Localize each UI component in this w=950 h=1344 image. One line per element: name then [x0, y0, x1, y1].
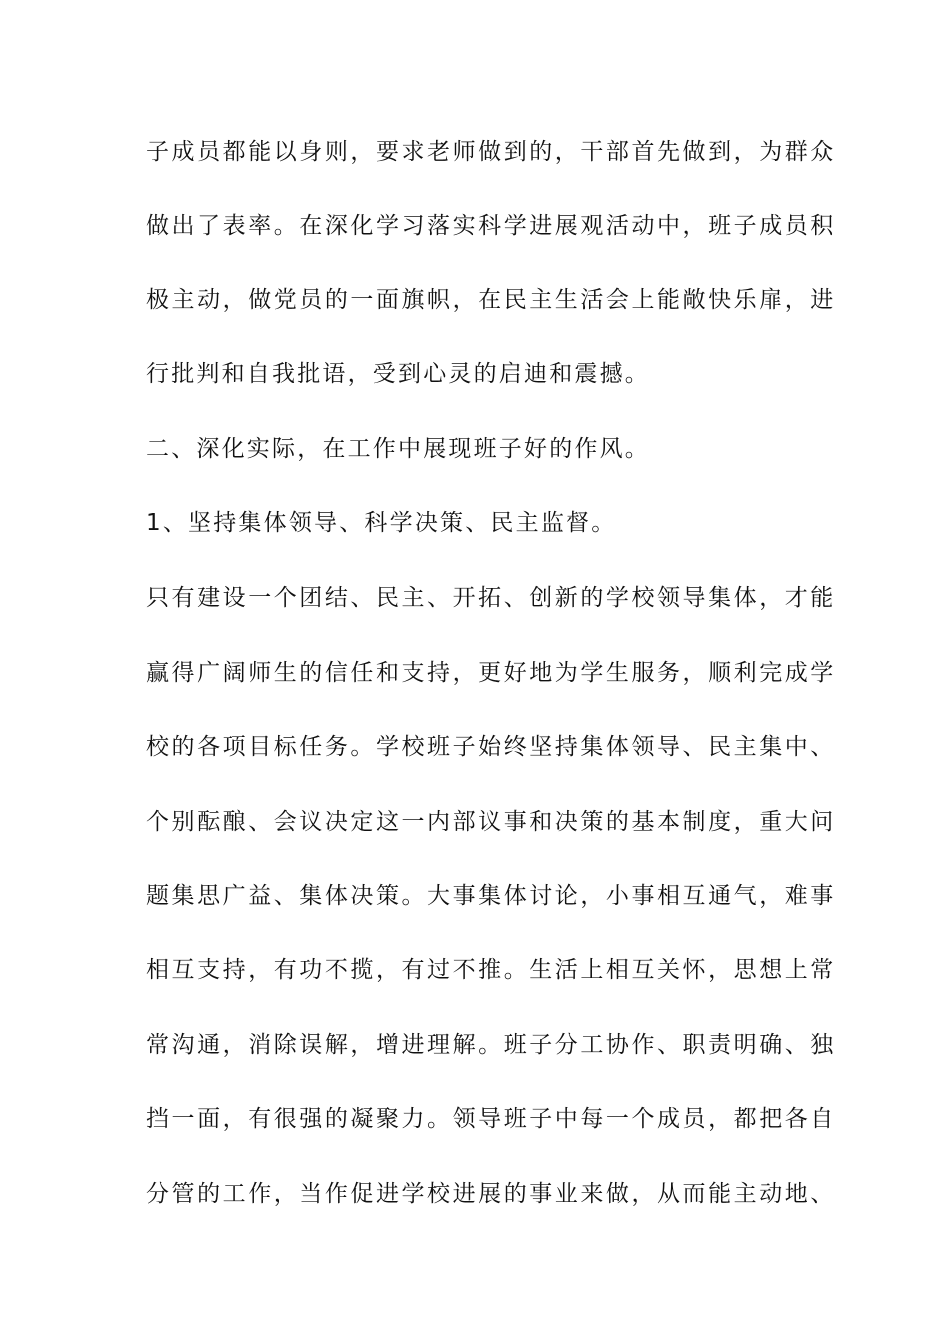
- text-line-3: 极主动，做党员的一面旗帜，在民主生活会上能敞快乐扉，进: [146, 287, 836, 313]
- text-line-11: 题集思广益、集体决策。大事集体讨论，小事相互通气，难事: [146, 883, 836, 909]
- text-line-15: 分管的工作，当作促进学校进展的事业来做，从而能主动地、: [146, 1181, 836, 1207]
- section-heading: 二、深化实际，在工作中展现班子好的作风。: [146, 436, 650, 462]
- text-line-2: 做出了表率。在深化学习落实科学进展观活动中，班子成员积: [146, 213, 836, 239]
- text-line-9: 校的各项目标任务。学校班子始终坚持集体领导、民主集中、: [146, 734, 836, 760]
- text-line-1: 子成员都能以身则，要求老师做到的，干部首先做到，为群众: [146, 139, 836, 165]
- text-line-14: 挡一面，有很强的凝聚力。领导班子中每一个成员，都把各自: [146, 1106, 836, 1132]
- text-line-12: 相互支持，有功不揽，有过不推。生活上相互关怀，思想上常: [146, 957, 836, 983]
- text-line-10: 个别酝酿、会议决定这一内部议事和决策的基本制度，重大问: [146, 809, 836, 835]
- text-line-13: 常沟通，消除误解，增进理解。班子分工协作、职责明确、独: [146, 1032, 836, 1058]
- text-line-4: 行批判和自我批语，受到心灵的启迪和震撼。: [146, 361, 650, 387]
- text-line-7: 只有建设一个团结、民主、开拓、创新的学校领导集体，才能: [146, 585, 836, 611]
- text-line-8: 赢得广阔师生的信任和支持，更好地为学生服务，顺利完成学: [146, 660, 836, 686]
- subsection-heading: 1、坚持集体领导、科学决策、民主监督。: [146, 510, 617, 536]
